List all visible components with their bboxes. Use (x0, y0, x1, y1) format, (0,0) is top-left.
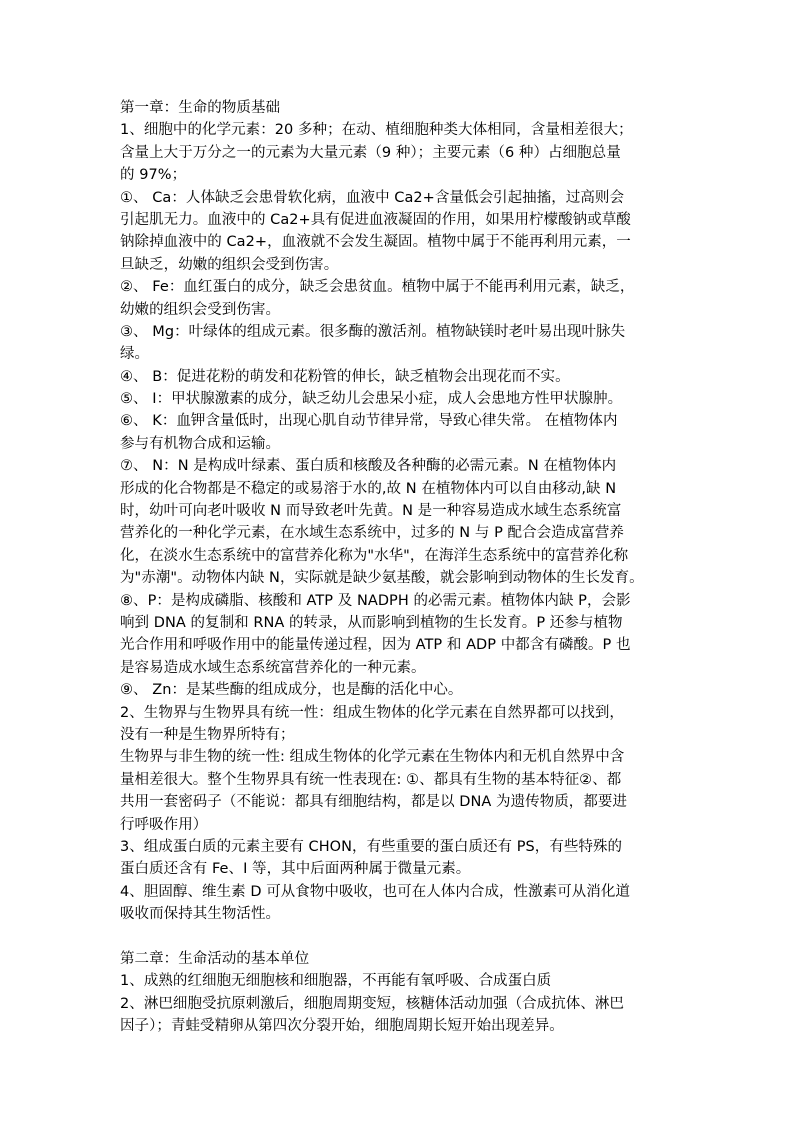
text-line: 旦缺乏，幼嫩的组织会受到伤害。 (120, 256, 339, 273)
text-line: 因子）；青蛙受精卵从第四次分裂开始，细胞周期长短开始出现差异。 (120, 1018, 564, 1035)
document-page (120, 97, 680, 1037)
text-line: 量相差很大。整个生物界具有统一性表现在: ①、都具有生物的基本特征②、都 (120, 771, 622, 788)
text-line: ④、 B：促进花粉的萌发和花粉管的伸长，缺乏植物会出现花而不实。 (120, 368, 570, 385)
text-line: 吸收而保持其生物活性。 (120, 906, 281, 923)
text-line: ③、 Mg：叶绿体的组成元素。很多酶的激活剂。植物缺镁时老叶易出现叶脉失 (120, 323, 626, 340)
text-line: ①、 Ca：人体缺乏会患骨软化病，血液中 Ca2+含量低会引起抽搐，过高则会 (120, 189, 625, 206)
text-line: ⑥、 K：血钾含量低时，出现心肌自动节律异常，导致心律失常。 在植物体内 (120, 413, 618, 430)
text-line: ⑦、 N：N 是构成叶绿素、蛋白质和核酸及各种酶的必需元素。N 在植物体内 (120, 458, 617, 475)
text-line: 蛋白质还含有 Fe、I 等，其中后面两种属于微量元素。 (120, 861, 471, 878)
text-line: 幼嫩的组织会受到伤害。 (120, 301, 281, 318)
text-line: 没有一种是生物界所特有； (120, 726, 295, 743)
text-line: 参与有机物合成和运输。 (120, 435, 281, 452)
text-line: ⑧、P：是构成磷脂、核酸和 ATP 及 NADPH 的必需元素。植物体内缺 P，会影 (120, 592, 631, 609)
text-line: 是容易造成水域生态系统富营养化的一种元素。 (120, 659, 426, 676)
text-line: 含量上大于万分之一的元素为大量元素（9 种）；主要元素（6 种）占细胞总量 (120, 144, 621, 161)
text-line: 形成的化合物都是不稳定的或易溶于水的,故 N 在植物体内可以自由移动,缺 N (120, 480, 617, 497)
chapter-1-heading: 第一章：生命的物质基础 (120, 100, 281, 116)
text-line: 为"赤潮"。动物体内缺 N，实际就是缺少氨基酸，就会影响到动物体的生长发育。 (120, 570, 644, 587)
text-line: 引起肌无力。血液中的 Ca2+具有促进血液凝固的作用，如果用柠檬酸钠或草酸 (120, 211, 631, 228)
text-line: 的 97%； (120, 167, 187, 184)
text-line: 生物界与非生物的统一性: 组成生物体的化学元素在生物体内和无机自然界中含 (120, 749, 625, 766)
text-line: ⑤、 I：甲状腺激素的成分，缺乏幼儿会患呆小症，成人会患地方性甲状腺肿。 (120, 391, 623, 408)
text-line: 光合作用和呼吸作用中的能量传递过程，因为 ATP 和 ADP 中都含有磷酸。P 也 (120, 637, 631, 654)
text-line: 1、成熟的红细胞无细胞核和细胞器，不再能有氧呼吸、合成蛋白质 (120, 973, 552, 990)
chapter-2-heading: 第二章：生命活动的基本单位 (120, 950, 310, 967)
text-line: ②、 Fe：血红蛋白的成分，缺乏会患贫血。植物中属于不能再利用元素，缺乏， (120, 279, 635, 296)
text-line: 绿。 (120, 346, 150, 363)
text-line: ⑨、 Zn：是某些酶的组成成分，也是酶的活化中心。 (120, 682, 463, 699)
chapter-1-body (120, 119, 680, 925)
text-line: 3、组成蛋白质的元素主要有 CHON，有些重要的蛋白质还有 PS，有些特殊的 (120, 838, 623, 855)
text-line: 响到 DNA 的复制和 RNA 的转录，从而影响到植物的生长发育。P 还参与植物 (120, 614, 623, 631)
text-line: 行呼吸作用） (120, 816, 208, 833)
text-line: 1、细胞中的化学元素：20 多种；在动、植细胞种类大体相同，含量相差很大； (120, 122, 633, 139)
section-spacer (120, 925, 680, 947)
text-line: 时，幼叶可向老叶吸收 N 而导致老叶先黄。N 是一种容易造成水域生态系统富 (120, 503, 622, 520)
text-line: 营养化的一种化学元素，在水域生态系统中，过多的 N 与 P 配合会造成富营养 (120, 525, 624, 542)
text-line: 4、胆固醇、维生素 D 可从食物中吸收，也可在人体内合成，性激素可从消化道 (120, 883, 630, 900)
text-line: 化，在淡水生态系统中的富营养化称为"水华"，在海洋生态系统中的富营养化称 (120, 547, 629, 564)
chapter-2-body (120, 970, 680, 1037)
text-line: 钠除掉血液中的 Ca2+，血液就不会发生凝固。植物中属于不能再利用元素，一 (120, 234, 631, 251)
text-line: 2、生物界与生物界具有统一性：组成生物体的化学元素在自然界都可以找到， (120, 704, 624, 721)
text-line: 2、淋巴细胞受抗原刺激后，细胞周期变短，核糖体活动加强（合成抗体、淋巴 (120, 995, 624, 1012)
text-line: 共用一套密码子（不能说：都具有细胞结构，都是以 DNA 为遗传物质，都要进 (120, 794, 627, 811)
